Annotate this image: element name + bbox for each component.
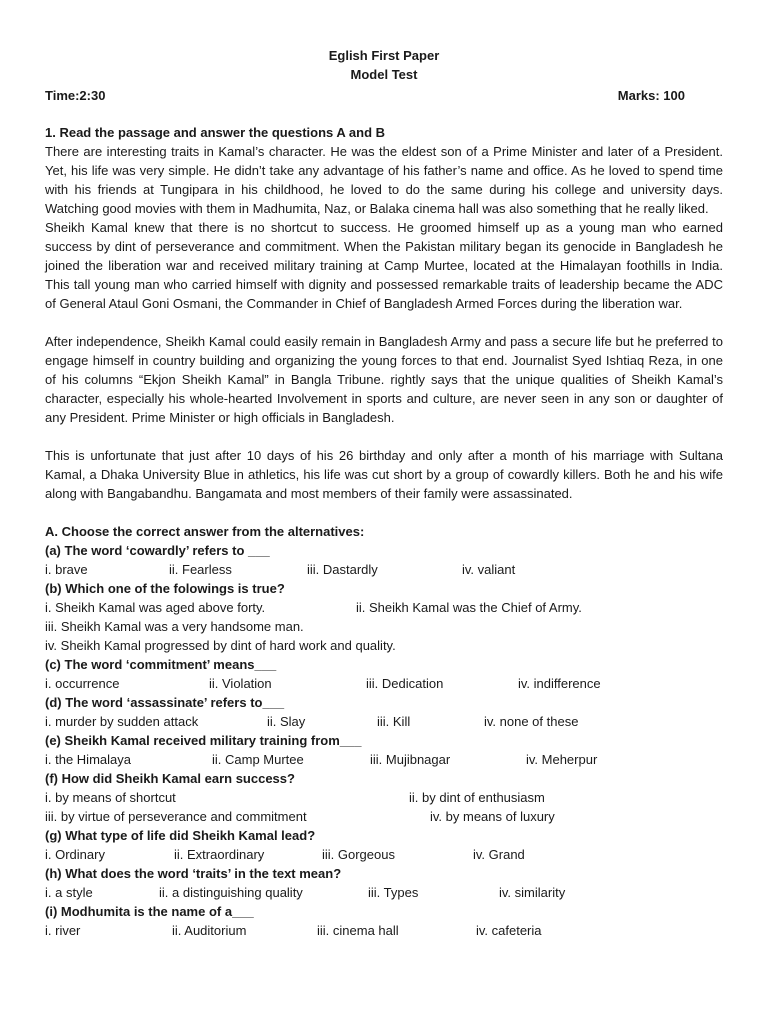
- passage-paragraph-1: There are interesting traits in Kamal’s character. He was the eldest son of a Prime Minister and later of a President. Yet, his life was very simple. He didn’t take any advantage of his father’s name and office. As he loved to spend time with his friends at Tungipara in his childhood, he loved to do the same during his college and university days. Watching good movies with them in Madhumita, Naz, or Balaka cinema hall was also something that he really liked.: [45, 144, 723, 216]
- option-ii: ii. Extraordinary: [174, 847, 265, 862]
- option-iv: iv. similarity: [499, 885, 566, 900]
- question-b-options-row: [45, 598, 723, 617]
- option-ii: ii. Violation: [209, 676, 272, 691]
- option-i: i. murder by sudden attack: [45, 714, 199, 729]
- question-i-options: [45, 921, 723, 940]
- option-iii: iii. cinema hall: [317, 923, 399, 938]
- question-a-options: [45, 560, 723, 579]
- option-ii: ii. Fearless: [169, 562, 232, 577]
- question-1-heading: 1. Read the passage and answer the questions A and B: [45, 125, 386, 140]
- option-iv: iv. indifference: [518, 676, 601, 691]
- option-iv: iv. Meherpur: [526, 752, 598, 767]
- question-f-stem: (f) How did Sheikh Kamal earn success?: [45, 771, 295, 786]
- question-h-options: [45, 883, 723, 902]
- option-i: i. occurrence: [45, 676, 120, 691]
- section-a-heading: A. Choose the correct answer from the alternatives:: [45, 524, 365, 539]
- paper-subtitle: Model Test: [350, 67, 418, 82]
- option-iii: iii. Gorgeous: [322, 847, 395, 862]
- question-b-stem: (b) Which one of the folowings is true?: [45, 581, 285, 596]
- question-d-options: [45, 712, 723, 731]
- option-iii: iii. Dastardly: [307, 562, 378, 577]
- exam-page: [45, 46, 723, 940]
- option-ii: ii. by dint of enthusiasm: [409, 790, 545, 805]
- question-e-stem: (e) Sheikh Kamal received military training from___: [45, 733, 362, 748]
- option-i: i. Sheikh Kamal was aged above forty.: [45, 600, 266, 615]
- option-iv: iv. by means of luxury: [430, 809, 555, 824]
- option-iii: iii. Dedication: [366, 676, 444, 691]
- paper-title: Eglish First Paper: [328, 48, 440, 63]
- question-h-stem: (h) What does the word ‘traits’ in the text mean?: [45, 866, 342, 881]
- question-f-options-row-1: [45, 788, 723, 807]
- exam-meta: [45, 86, 723, 105]
- option-i: i. brave: [45, 562, 88, 577]
- option-ii: ii. Camp Murtee: [212, 752, 304, 767]
- question-d-stem: (d) The word ‘assassinate’ refers to___: [45, 695, 285, 710]
- option-iv: iv. none of these: [484, 714, 579, 729]
- time-label: Time:2:30: [45, 88, 106, 103]
- option-iii: iii. Mujibnagar: [370, 752, 451, 767]
- question-f-options-row-2: [45, 807, 723, 826]
- option-iii: iii. Types: [368, 885, 419, 900]
- question-e-options: [45, 750, 723, 769]
- option-ii: ii. a distinguishing quality: [159, 885, 303, 900]
- option-i: i. a style: [45, 885, 93, 900]
- question-c-stem: (c) The word ‘commitment’ means___: [45, 657, 277, 672]
- marks-label: Marks: 100: [617, 88, 685, 103]
- option-iii: iii. Sheikh Kamal was a very handsome man.: [45, 619, 304, 634]
- question-g-options: [45, 845, 723, 864]
- option-iv: iv. valiant: [462, 562, 516, 577]
- option-ii: ii. Auditorium: [172, 923, 247, 938]
- question-c-options: [45, 674, 723, 693]
- option-iii: iii. Kill: [377, 714, 411, 729]
- option-iii: iii. by virtue of perseverance and commitment: [45, 809, 307, 824]
- question-a-stem: (a) The word ‘cowardly’ refers to ___: [45, 543, 270, 558]
- passage-paragraph-4: This is unfortunate that just after 10 days of his 26 birthday and only after a month of his marriage with Sultana Kamal, a Dhaka University Blue in athletics, his life was cut short by a group of cowardly killers. Both he and his wife along with Bangabandhu. Bangamata and most members of their family were assassinated.: [45, 448, 723, 501]
- passage-paragraph-2: Sheikh Kamal knew that there is no shortcut to success. He groomed himself up as a young man who earned success by dint of perseverance and commitment. When the Pakistan military began its genocide in Bangladesh he joined the liberation war and received military training at Camp Murtee, located at the Himalayan foothills in India. This tall young man who carried himself with dignity and possessed remarkable traits of leadership became the ADC of General Ataul Goni Osmani, the Commander in Chief of Bangladesh Armed Forces during the liberation war.: [45, 220, 723, 311]
- option-i: i. Ordinary: [45, 847, 105, 862]
- question-g-stem: (g) What type of life did Sheikh Kamal lead?: [45, 828, 316, 843]
- option-iv: iv. Sheikh Kamal progressed by dint of hard work and quality.: [45, 638, 396, 653]
- option-iv: iv. Grand: [473, 847, 525, 862]
- option-iv: iv. cafeteria: [476, 923, 542, 938]
- question-i-stem: (i) Modhumita is the name of a___: [45, 904, 254, 919]
- option-ii: ii. Sheikh Kamal was the Chief of Army.: [356, 600, 582, 615]
- option-i: i. by means of shortcut: [45, 790, 176, 805]
- option-ii: ii. Slay: [267, 714, 306, 729]
- option-i: i. river: [45, 923, 81, 938]
- option-i: i. the Himalaya: [45, 752, 131, 767]
- passage-paragraph-3: After independence, Sheikh Kamal could easily remain in Bangladesh Army and pass a secure life but he preferred to engage himself in country building and organizing the young forces to that end. Journalist Syed Ishtiaq Reza, in one of his columns “Ekjon Sheikh Kamal” in Bangla Tribune. rightly says that the unique qualities of Sheikh Kamal’s character, especially his whole-hearted Involvement in sports and culture, are never seen in any son or daughter of any President. Prime Minister or high officials in Bangladesh.: [45, 334, 723, 425]
